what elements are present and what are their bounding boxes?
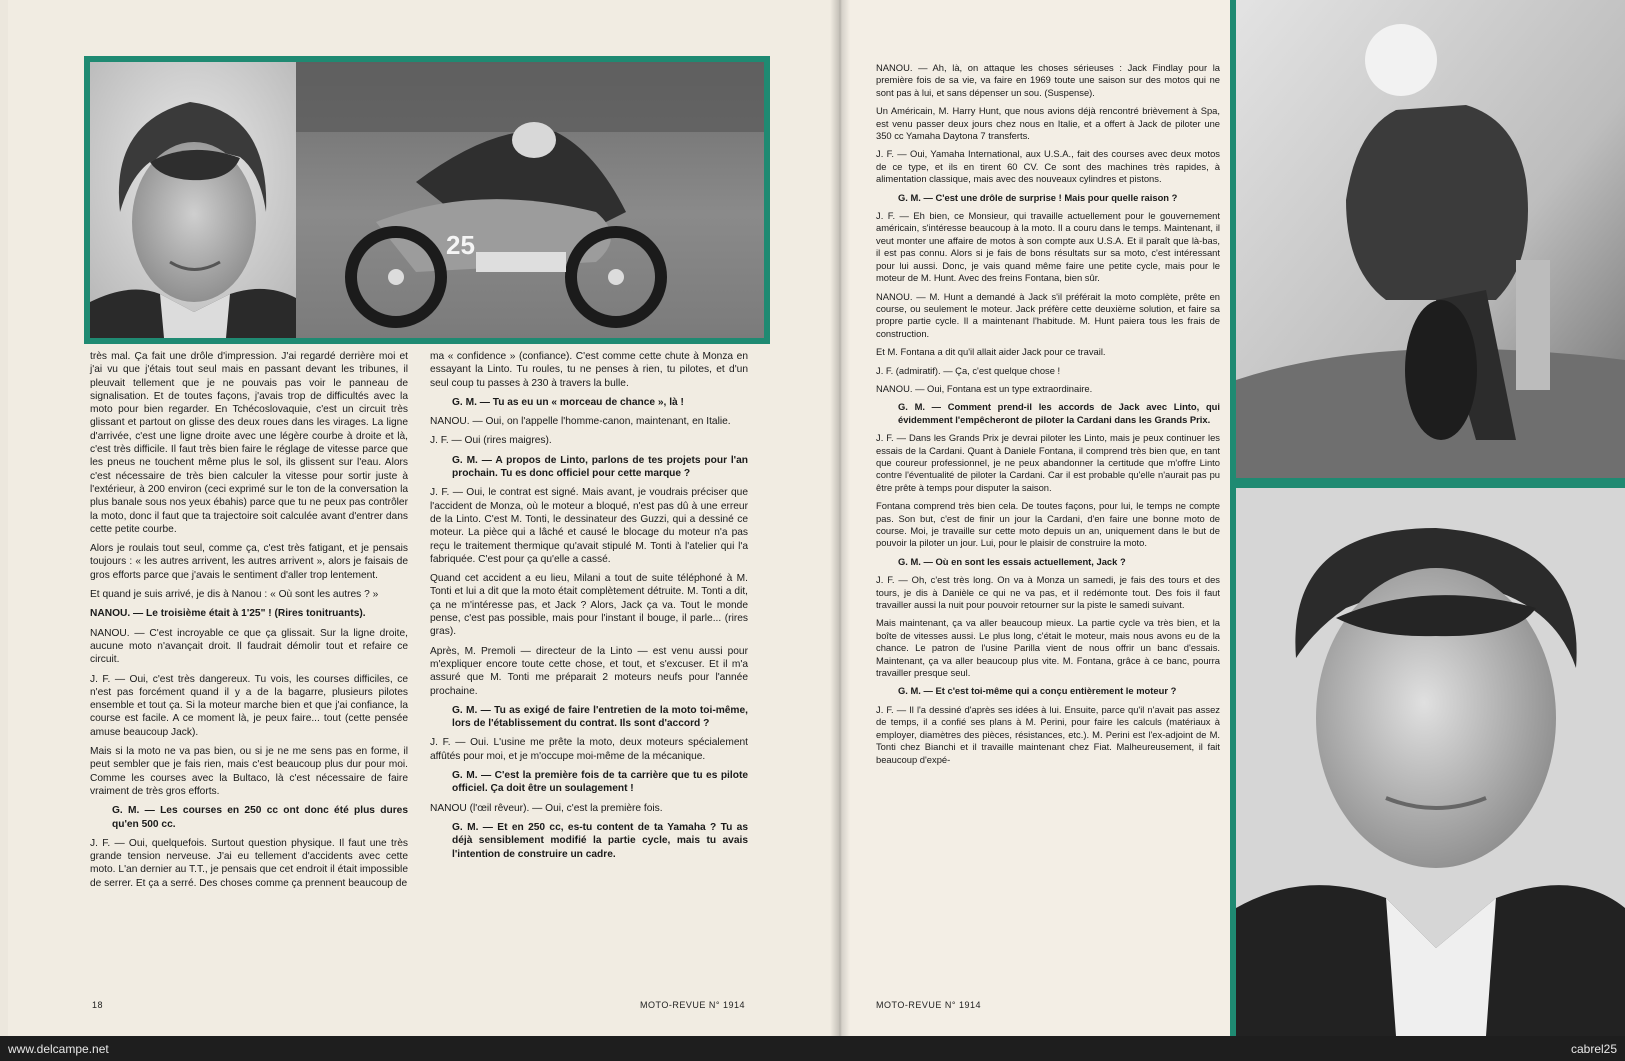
- paragraph: Fontana comprend très bien cela. De toutes façons, pour lui, le temps ne compte pas. Son but, c'est de finir un jour la Cardani, d'en faire une bonne moto de course. Moi, je travaille sur cette moto depuis un an, uniquement dans le but de pouvoir la piloter un jour. Lui, pour le plaisir de construire la moto.: [876, 500, 1220, 549]
- question: G. M. — Et c'est toi-même qui a conçu entièrement le moteur ?: [898, 685, 1177, 697]
- paragraph: Un Américain, M. Harry Hunt, que nous avions déjà rencontré brièvement à Spa, est venu passer deux jours chez nous en Italie, et a offert à Jack de piloter une 350 cc Yamaha Daytona 7 transferts.: [876, 105, 1220, 142]
- question: G. M. — Tu as exigé de faire l'entretien de la moto toi-même, lors de l'établissement du contrat. Ils sont d'accord ?: [452, 704, 748, 730]
- paragraph: Alors je roulais tout seul, comme ça, c'est très fatigant, et je pensais toujours : « les autres arrivent, les autres arrivent », alors je faisais de gros efforts parce que j'avais le sentiment d'aller trop lentement.: [90, 543, 408, 581]
- question: G. M. — Comment prend-il les accords de Jack avec Linto, qui évidemment l'empêcheront de piloter la Cardani dans les Grands Prix.: [898, 401, 1220, 425]
- question: G. M. — Les courses en 250 cc ont donc été plus dures qu'en 500 cc.: [112, 805, 408, 830]
- paragraph: J. F. — Oui, Yamaha International, aux U.S.A., fait des courses avec deux motos de ce type, et ils en tirent 60 CV. Ce sont des machines très rapides, à alimentation classique, mais avec des nouveaux cylindres et pistons.: [876, 148, 1220, 185]
- paragraph: NANOU (l'œil rêveur). — Oui, c'est la première fois.: [430, 802, 663, 814]
- seller-username: cabrel25: [1570, 1042, 1617, 1056]
- question: G. M. — A propos de Linto, parlons de tes projets pour l'an prochain. Tu es donc officiel pour cette marque ?: [452, 454, 748, 480]
- right-photo-strip: [1230, 0, 1625, 1036]
- site-url: www.delcampe.net: [8, 1042, 109, 1056]
- paragraph: Mais maintenant, ça va aller beaucoup mieux. La partie cycle va très bien, et la boîte de vitesses aussi. Le plus long, c'était le moteur, mais nous avons eu de la chance. Le patron de l'usine Parilla vient de nous offrir un banc d'essais. Maintenant, ça va aller beaucoup plus vite. M. Fontana, grâce à ce banc, pourra travailler presque seul.: [876, 617, 1220, 679]
- paragraph: NANOU. — M. Hunt a demandé à Jack s'il préférait la moto complète, prête en course, ou seulement le moteur. Jack préfère cette deuxième solution, et faire sa propre partie cycle. Il a maintenant l'habitude. M. Hunt paiera tous les frais de construction.: [876, 290, 1220, 339]
- paragraph: J. F. — Eh bien, ce Monsieur, qui travaille actuellement pour le gouvernement américain, s'intéresse beaucoup à la moto. Il a couru dans le temps. Maintenant, il veut monter une affaire de motos à son compte aux U.S.A. Et il paraît que là-bas, il est pas connu. Alors si je fais de bons résultats sur sa moto, c'est intéressant pour lui aussi. Donc, je vais quand même faire une petite cycle, mais pour le moteur de M. Hunt. Avec des freins Fontana, bien sûr.: [876, 210, 1220, 284]
- paragraph: Quand cet accident a eu lieu, Milani a tout de suite téléphoné à M. Tonti et lui a dit que la moto était complètement détruite. M. Tonti a dit, ça ne m'intéresse pas, et Jack ? Alors, Jack ça va. Tout le monde pense, c'est pas possible, mais pour l'instant il bouge, il parle... (rires gras).: [430, 573, 748, 638]
- motorcycle-racing-photo: [296, 62, 764, 338]
- paragraph: J. F. — Il l'a dessiné d'après ses idées à lui. Ensuite, parce qu'il n'avait pas assez de temps, il a confié ses plans à M. Perini, pour faire les calculs (matériaux à employer, diamètres des pièces, résistances, etc.). M. Perini est l'ex-adjoint de M. Tonti chez Bianchi et il travaille maintenant chez Fiat. Malheureusement, il fait beaucoup d'expé-: [876, 703, 1220, 765]
- paragraph: Et quand je suis arrivé, je dis à Nanou : « Où sont les autres ? »: [90, 589, 379, 601]
- paragraph: NANOU. — C'est incroyable ce que ça glissait. Sur la ligne droite, aucune moto n'avançait droit. Il faudrait démolir tout et refaire ce circuit.: [90, 627, 408, 666]
- paragraph: J. F. — Oui. L'usine me prête la moto, deux moteurs spécialement affûtés pour moi, et je m'occupe moi-même de la mécanique.: [430, 737, 748, 762]
- question: G. M. — Tu as eu un « morceau de chance », là !: [452, 396, 684, 408]
- rider-portrait-photo: [1236, 488, 1625, 1036]
- race-number: 25: [446, 230, 475, 260]
- paragraph: J. F. (admiratif). — Ça, c'est quelque chose !: [876, 364, 1061, 376]
- left-folio-title: MOTO-REVUE N° 1914: [640, 1000, 745, 1010]
- paragraph: NANOU. — Ah, là, on attaque les choses sérieuses : Jack Findlay pour la première fois de sa vie, va faire en 1969 toute une saison sur des motos qui ne sont pas à lui, et sans dépenser un sou. (Suspense).: [876, 62, 1220, 98]
- page-gutter: [830, 0, 850, 1036]
- paragraph: NANOU. — Oui, Fontana est un type extraordinaire.: [876, 382, 1093, 394]
- paragraph: J. F. — Oh, c'est très long. On va à Monza un samedi, je fais des tours et des tours, je dis à Danièle ce qui ne va pas, et il redémonte tout. Des fois il faut travailler aussi la nuit pour pouvoir retourner sur la piste le samedi suivant.: [876, 574, 1220, 611]
- paragraph: très mal. Ça fait une drôle d'impression. J'ai regardé derrière moi et j'ai vu que j'étais tout seul mais en passant devant les tribunes, il pleuvait tellement que je ne pouvais pas voir le panneau de signalisation. Et de toutes façons, j'avais trop de difficultés avec la moto pour bien regarder. En Tchécoslovaquie, c'est un circuit très glissant et partout on glisse des deux roues dans les virages. La ligne d'arrivée, c'est une ligne droite avec une légère courbe à droite et là, c'est très difficile. Il faut très bien faire le réglage de vitesse parce que les pneus ne touchent même plus le sol, ils glissent sur l'eau. Alors c'est nécessaire de très bien calculer la vitesse pour sortir juste à l'extérieur, à 200 environ (ceci exprimé sur le ton de la conversation la plus banale sous nos yeux ébahis) parce que tu ne peux pas contrôler la moto, donc il faut que ta trajectoire soit calculée avant d'entrer dans cette petite courbe.: [90, 351, 408, 535]
- left-column-2: [430, 350, 748, 867]
- paragraph: J. F. — Oui (rires maigres).: [430, 435, 552, 447]
- right-column: [876, 62, 1220, 772]
- paragraph: NANOU. — Le troisième était à 1'25" ! (Rires tonitruants).: [90, 608, 366, 620]
- photo-frame-top-left: [84, 56, 770, 344]
- question: G. M. — Et en 250 cc, es-tu content de ta Yamaha ? Tu as déjà sensiblement modifié la partie cycle, mais tu avais l'intention de construire un cadre.: [452, 821, 748, 860]
- paragraph: J. F. — Oui, c'est très dangereux. Tu vois, les courses difficiles, ce n'est pas forcément quand il y a de la bagarre, plusieurs pilotes ensemble et tout ça. Si la moteur marche bien et que j'ai confiance, la course est facile. A ce moment là, je peux faire... tout (cette pensée amuse beaucoup Jack).: [90, 673, 408, 738]
- paragraph: J. F. — Oui, le contrat est signé. Mais avant, je voudrais préciser que l'accident de Monza, où le moteur a bloqué, n'est pas dû à une erreur de la Linto. C'est M. Tonti, le dessinateur des Guzzi, qui a dessiné ce moteur. La pièce qui a lâché et causé le blocage du moteur n'a pas reçu le traitement thermique qu'avait stipulé M. Tonti à l'atelier qui l'a fabriquée. C'est pour ça qu'elle a cassé.: [430, 487, 748, 565]
- page-number: 18: [92, 1000, 104, 1010]
- paragraph: Et M. Fontana a dit qu'il allait aider Jack pour ce travail.: [876, 346, 1106, 358]
- portrait-photo: [90, 62, 296, 338]
- paragraph: ma « confidence » (confiance). C'est comme cette chute à Monza en essayant la Linto. Tu roules, tu ne penses à rien, tu pilotes, et d'un seul coup tu passes à 230 à travers la bulle.: [430, 351, 748, 389]
- right-folio-title: MOTO-REVUE N° 1914: [876, 1000, 981, 1010]
- question: G. M. — Où en sont les essais actuellement, Jack ?: [898, 555, 1126, 567]
- paragraph: J. F. — Dans les Grands Prix je devrai piloter les Linto, mais je peux continuer les essais de la Cardani. Quant à Daniele Fontana, il comprend très bien que, en tant que coureur professionnel, je ne peux abandonner la certitude que m'offre Linto contre l'éventualité de piloter la Cardani. Car il est probable qu'elle n'aurait pas pu être prête à temps pour disputer la saison.: [876, 432, 1220, 493]
- rider-cornering-photo: [1236, 0, 1625, 478]
- paragraph: NANOU. — Oui, on l'appelle l'homme-canon, maintenant, en Italie.: [430, 416, 731, 428]
- question: G. M. — C'est une drôle de surprise ! Mais pour quelle raison ?: [898, 191, 1178, 203]
- paragraph: Après, M. Premoli — directeur de la Linto — est venu aussi pour m'expliquer encore toute cette chose, et tout, et s'excuser. Et il m'a assuré que M. Tonti me préparait 2 moteurs neufs pour l'année prochaine.: [430, 645, 748, 697]
- paragraph: J. F. — Oui, quelquefois. Surtout question physique. Il faut une très grande tension nerveuse. J'ai eu tellement d'accidents avec cette moto. L'an dernier au T.T., je pensais que cet endroit il était impossible de serrer. Et ça a serré. Des choses comme ça prennent beaucoup de: [90, 837, 408, 889]
- paragraph: Mais si la moto ne va pas bien, ou si je ne me sens pas en forme, il peut sembler que je fais rien, mais c'est beaucoup plus dur pour moi. Comme les courses avec la Bultaco, là c'est nécessaire de faire vraiment de très gros efforts.: [90, 746, 408, 797]
- left-column-1: [90, 350, 408, 896]
- question: G. M. — C'est la première fois de ta carrière que tu es pilote officiel. Ça doit être un soulagement !: [452, 770, 748, 795]
- watermark-bar: [0, 1036, 1625, 1061]
